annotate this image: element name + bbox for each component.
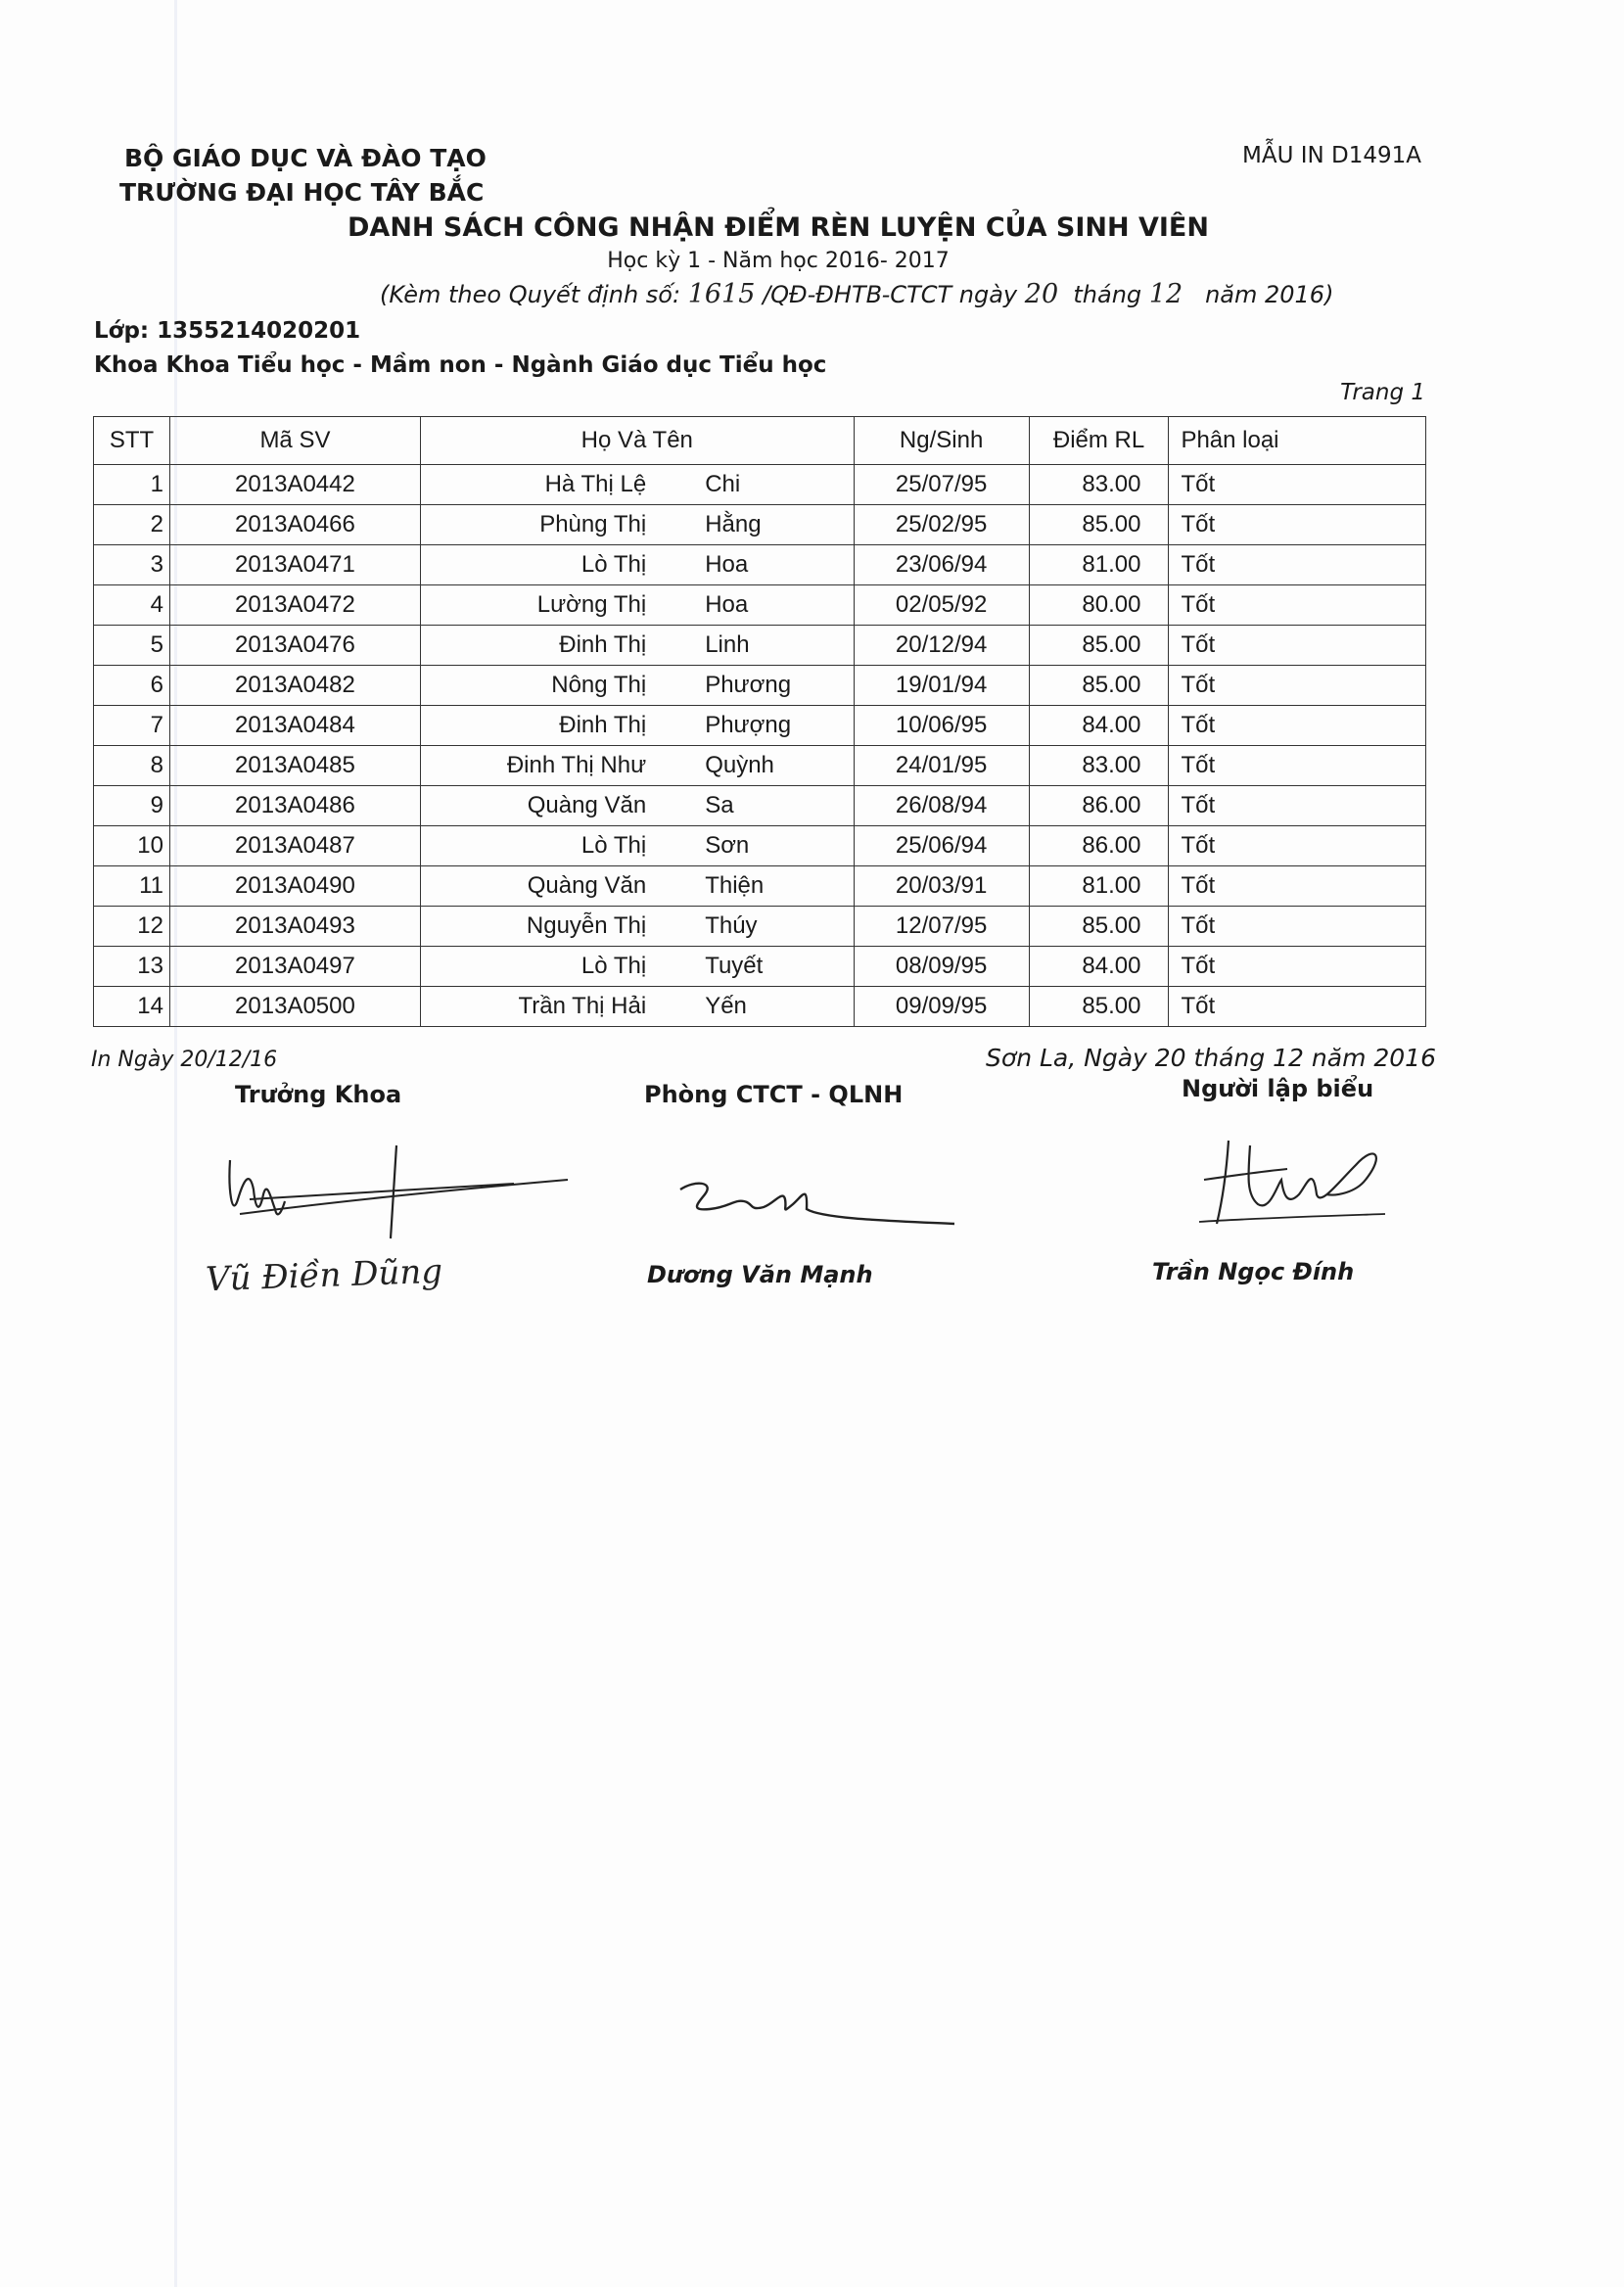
classification: Tốt <box>1169 786 1426 826</box>
training-score: 85.00 <box>1029 505 1169 545</box>
preparer-title: Người lập biểu <box>1182 1075 1374 1102</box>
student-surname: Lường Thị <box>420 585 685 626</box>
ministry-name: BỘ GIÁO DỤC VÀ ĐÀO TẠO <box>124 144 487 172</box>
training-score: 83.00 <box>1029 465 1169 505</box>
training-score: 86.00 <box>1029 826 1169 866</box>
row-stt: 11 <box>94 866 170 907</box>
classification: Tốt <box>1169 545 1426 585</box>
student-given-name: Tuyết <box>685 947 854 987</box>
table-row <box>94 947 1426 987</box>
decision-suffix: /QĐ-ĐHTB-CTCT ngày <box>763 281 1018 308</box>
table-row <box>94 746 1426 786</box>
table-row <box>94 465 1426 505</box>
student-code: 2013A0482 <box>169 666 420 706</box>
row-stt: 13 <box>94 947 170 987</box>
row-stt: 14 <box>94 987 170 1027</box>
student-dob: 12/07/95 <box>854 907 1029 947</box>
student-code: 2013A0490 <box>169 866 420 907</box>
decision-reference <box>380 279 1333 309</box>
classification: Tốt <box>1169 746 1426 786</box>
student-given-name: Yến <box>685 987 854 1027</box>
student-given-name: Sơn <box>685 826 854 866</box>
header-stt: STT <box>94 417 170 465</box>
training-score: 85.00 <box>1029 666 1169 706</box>
dean-signature <box>220 1141 573 1258</box>
row-stt: 9 <box>94 786 170 826</box>
student-dob: 24/01/95 <box>854 746 1029 786</box>
student-dob: 25/02/95 <box>854 505 1029 545</box>
student-code: 2013A0487 <box>169 826 420 866</box>
training-score: 81.00 <box>1029 545 1169 585</box>
student-code: 2013A0466 <box>169 505 420 545</box>
page-number: Trang 1 <box>1340 380 1425 405</box>
student-dob: 10/06/95 <box>854 706 1029 746</box>
training-score: 85.00 <box>1029 626 1169 666</box>
office-title: Phòng CTCT - QLNH <box>644 1081 904 1108</box>
decision-month-label: tháng <box>1073 281 1142 308</box>
table-row <box>94 706 1426 746</box>
table-row <box>94 987 1426 1027</box>
decision-year: năm 2016) <box>1205 281 1334 308</box>
student-given-name: Hằng <box>685 505 854 545</box>
table-row <box>94 585 1426 626</box>
header-student-code: Mã SV <box>169 417 420 465</box>
class-code: Lớp: 1355214020201 <box>94 318 361 344</box>
student-code: 2013A0442 <box>169 465 420 505</box>
student-dob: 23/06/94 <box>854 545 1029 585</box>
student-surname: Nông Thị <box>420 666 685 706</box>
row-stt: 4 <box>94 585 170 626</box>
decision-month-handwritten: 12 <box>1148 279 1183 309</box>
student-given-name: Phượng <box>685 706 854 746</box>
student-dob: 09/09/95 <box>854 987 1029 1027</box>
classification: Tốt <box>1169 505 1426 545</box>
student-surname: Đinh Thị <box>420 626 685 666</box>
print-date: In Ngày 20/12/16 <box>91 1048 278 1072</box>
student-surname: Đinh Thị <box>420 706 685 746</box>
student-surname: Trần Thị Hải <box>420 987 685 1027</box>
table-row <box>94 907 1426 947</box>
student-code: 2013A0486 <box>169 786 420 826</box>
table-header-row <box>94 417 1426 465</box>
classification: Tốt <box>1169 907 1426 947</box>
student-code: 2013A0471 <box>169 545 420 585</box>
training-score: 84.00 <box>1029 706 1169 746</box>
students-table <box>93 416 1426 1027</box>
training-score: 85.00 <box>1029 907 1169 947</box>
table-row <box>94 505 1426 545</box>
training-score: 84.00 <box>1029 947 1169 987</box>
place-date: Sơn La, Ngày 20 tháng 12 năm 2016 <box>986 1044 1436 1072</box>
row-stt: 8 <box>94 746 170 786</box>
table-row <box>94 826 1426 866</box>
office-head-name: Dương Văn Mạnh <box>647 1261 873 1288</box>
student-code: 2013A0493 <box>169 907 420 947</box>
training-score: 81.00 <box>1029 866 1169 907</box>
student-code: 2013A0497 <box>169 947 420 987</box>
classification: Tốt <box>1169 666 1426 706</box>
student-given-name: Linh <box>685 626 854 666</box>
dean-handwritten-name: Vũ Điền Dũng <box>205 1251 443 1300</box>
student-given-name: Quỳnh <box>685 746 854 786</box>
student-given-name: Sa <box>685 786 854 826</box>
header-full-name: Họ Và Tên <box>420 417 854 465</box>
student-given-name: Thúy <box>685 907 854 947</box>
training-score: 80.00 <box>1029 585 1169 626</box>
student-code: 2013A0485 <box>169 746 420 786</box>
preparer-name: Trần Ngọc Đính <box>1152 1258 1355 1285</box>
row-stt: 10 <box>94 826 170 866</box>
classification: Tốt <box>1169 826 1426 866</box>
student-dob: 25/07/95 <box>854 465 1029 505</box>
form-code: MẪU IN D1491A <box>1241 143 1421 168</box>
training-score: 86.00 <box>1029 786 1169 826</box>
student-given-name: Hoa <box>685 585 854 626</box>
student-surname: Đinh Thị Như <box>420 746 685 786</box>
classification: Tốt <box>1169 465 1426 505</box>
training-score: 83.00 <box>1029 746 1169 786</box>
faculty-line: Khoa Khoa Tiểu học - Mầm non - Ngành Giáo dục Tiểu học <box>94 352 827 378</box>
student-code: 2013A0472 <box>169 585 420 626</box>
classification: Tốt <box>1169 706 1426 746</box>
semester-line: Học kỳ 1 - Năm học 2016- 2017 <box>607 249 950 273</box>
student-code: 2013A0484 <box>169 706 420 746</box>
student-given-name: Chi <box>685 465 854 505</box>
student-dob: 26/08/94 <box>854 786 1029 826</box>
student-surname: Quàng Văn <box>420 786 685 826</box>
table-row <box>94 866 1426 907</box>
student-code: 2013A0500 <box>169 987 420 1027</box>
classification: Tốt <box>1169 626 1426 666</box>
header-dob: Ng/Sinh <box>854 417 1029 465</box>
student-surname: Hà Thị Lệ <box>420 465 685 505</box>
preparer-signature <box>1189 1126 1395 1234</box>
student-dob: 20/03/91 <box>854 866 1029 907</box>
row-stt: 1 <box>94 465 170 505</box>
student-dob: 25/06/94 <box>854 826 1029 866</box>
student-given-name: Thiện <box>685 866 854 907</box>
student-surname: Phùng Thị <box>420 505 685 545</box>
table-row <box>94 545 1426 585</box>
student-surname: Lò Thị <box>420 545 685 585</box>
student-given-name: Phương <box>685 666 854 706</box>
classification: Tốt <box>1169 947 1426 987</box>
student-given-name: Hoa <box>685 545 854 585</box>
student-code: 2013A0476 <box>169 626 420 666</box>
student-dob: 08/09/95 <box>854 947 1029 987</box>
office-signature <box>675 1170 959 1248</box>
row-stt: 3 <box>94 545 170 585</box>
header-score: Điểm RL <box>1029 417 1169 465</box>
dean-title: Trưởng Khoa <box>235 1081 402 1108</box>
header-rank: Phân loại <box>1169 417 1426 465</box>
row-stt: 6 <box>94 666 170 706</box>
table-row <box>94 666 1426 706</box>
student-dob: 19/01/94 <box>854 666 1029 706</box>
row-stt: 5 <box>94 626 170 666</box>
student-dob: 20/12/94 <box>854 626 1029 666</box>
classification: Tốt <box>1169 987 1426 1027</box>
row-stt: 2 <box>94 505 170 545</box>
student-surname: Lò Thị <box>420 947 685 987</box>
decision-prefix: (Kèm theo Quyết định số: <box>380 281 681 308</box>
student-surname: Nguyễn Thị <box>420 907 685 947</box>
table-row <box>94 786 1426 826</box>
training-score: 85.00 <box>1029 987 1169 1027</box>
table-row <box>94 626 1426 666</box>
document-title: DANH SÁCH CÔNG NHẬN ĐIỂM RÈN LUYỆN CỦA SINH VIÊN <box>348 212 1209 243</box>
row-stt: 12 <box>94 907 170 947</box>
classification: Tốt <box>1169 866 1426 907</box>
school-name: TRƯỜNG ĐẠI HỌC TÂY BẮC <box>119 178 485 207</box>
student-surname: Quàng Văn <box>420 866 685 907</box>
row-stt: 7 <box>94 706 170 746</box>
decision-day-handwritten: 20 <box>1024 279 1059 309</box>
classification: Tốt <box>1169 585 1426 626</box>
student-surname: Lò Thị <box>420 826 685 866</box>
student-dob: 02/05/92 <box>854 585 1029 626</box>
decision-number-handwritten: 1615 <box>687 279 756 309</box>
